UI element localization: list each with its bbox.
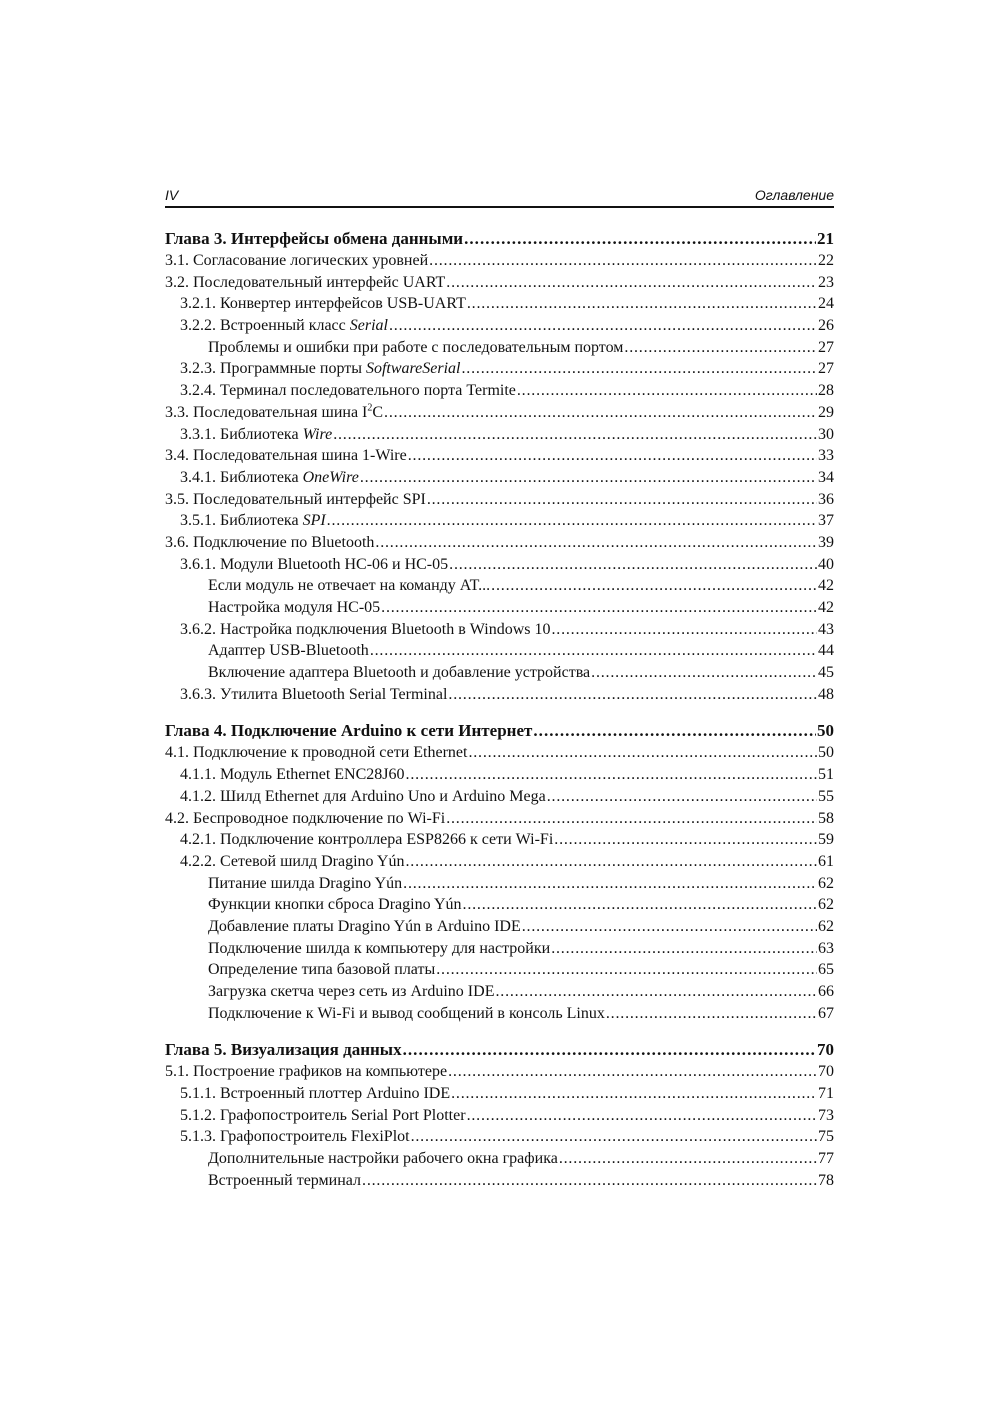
title-text: Определение типа базовой платы [208,961,436,979]
toc-entry-title [208,575,490,597]
toc-entry[interactable] [165,1061,834,1083]
toc-page-number: 67 [818,1004,834,1022]
toc-entry-title [165,532,374,554]
toc-entry-title [208,959,435,981]
toc-page-number: 28 [818,382,834,400]
toc-entry-title [180,380,516,402]
toc-entry[interactable] [165,272,834,294]
title-text: 3.4. Последовательная шина 1-Wire [165,447,407,465]
toc-page-number: 62 [818,874,834,892]
toc-page-number: 75 [818,1128,834,1146]
toc-entry[interactable] [165,981,834,1003]
title-text: Загрузка скетча через сеть из Arduino IDE [208,983,495,1000]
toc-entry[interactable] [165,619,834,641]
dot-leader [462,358,818,380]
toc-entry[interactable] [165,851,834,873]
title-text: 3.6.3. Утилита Bluetooth Serial Terminal [180,685,448,703]
toc-entry[interactable] [165,510,834,532]
italic-text: SoftwareSerial [365,360,461,378]
toc-page-number: 36 [818,490,834,508]
dot-leader [360,467,817,489]
toc-entry[interactable] [165,597,834,619]
toc-entry-title [208,873,402,895]
italic-text: Serial [349,317,388,335]
title-text: Дополнительные настройки рабочего окна графика [208,1150,558,1168]
title-text: Глава 5. Визуализация данных [165,1040,402,1060]
toc-entry[interactable] [165,358,834,380]
dot-leader [464,228,816,250]
title-text: Функции кнопки сброса Dragino Yún [208,896,462,914]
toc-entry[interactable] [165,489,834,511]
toc-entry-title [180,358,461,380]
toc-page-number: 50 [817,721,834,741]
toc-entry-title [208,1003,605,1025]
toc-entry[interactable] [165,640,834,662]
toc-page-number: 43 [818,620,834,638]
italic-text: SPI [302,512,326,530]
toc-entry-title [180,467,359,489]
dot-leader [467,1105,817,1127]
toc-entry-title [165,1039,402,1061]
title-text: 3.3.1. Библиотека [180,425,303,443]
toc-entry-title [165,445,407,467]
toc-page-number: 58 [818,809,834,827]
toc-page-number: 42 [818,577,834,595]
toc-page-number: 50 [818,744,834,762]
toc-entry-title [180,424,332,446]
toc-page-number: 44 [818,642,834,660]
toc-entry-title [165,489,426,511]
title-text: 4.2.1. Подключение контроллера ESP8266 к сети Wi-Fi [180,831,554,849]
dot-leader [533,720,816,742]
title-text: 3.5. Последовательный интерфейс SPI [165,490,426,508]
dot-leader [522,916,817,938]
table-of-contents [165,228,834,1192]
toc-entry-title [180,1083,450,1105]
title-text: 4.1. Подключение к проводной сети Ethernet [165,744,468,762]
title-text: 3.2.4. Терминал последовательного порта Termite [180,382,516,400]
toc-entry[interactable] [165,764,834,786]
toc-page-number: 34 [818,468,834,486]
toc-entry-title [165,808,445,830]
title-text: C [372,403,384,421]
title-text: 3.3. Последовательная шина I [165,403,368,421]
title-text: Адаптер USB-Bluetooth [208,642,369,660]
toc-entry[interactable] [165,445,834,467]
toc-entry[interactable] [165,938,834,960]
title-text: 3.4.1. Библиотека [180,468,303,486]
toc-entry[interactable] [165,684,834,706]
toc-entry[interactable] [165,402,834,424]
toc-page-number: 65 [818,961,834,979]
toc-entry-title [165,250,428,272]
title-text: 5.1. Построение графиков на компьютере [165,1063,448,1081]
toc-page-number: 23 [818,273,834,291]
toc-page-number: 21 [817,229,834,248]
toc-entry[interactable] [165,1083,834,1105]
title-text: Питание шилда Dragino Yún [208,874,403,892]
page-number: IV [165,187,179,203]
toc-page-number: 61 [818,852,834,870]
toc-page-number: 66 [818,983,834,1000]
toc-entry[interactable] [165,337,834,359]
title-text: 3.6.2. Настройка подключения Bluetooth в Windows 10 [180,620,551,638]
toc-page-number: 27 [818,338,834,356]
dot-leader [551,619,817,641]
dot-leader [624,337,817,359]
dot-leader [405,851,817,873]
dot-leader [467,293,817,315]
dot-leader [554,829,817,851]
toc-entry[interactable] [165,1126,834,1148]
toc-entry[interactable] [165,315,834,337]
toc-entry-title [208,894,462,916]
toc-entry[interactable] [165,873,834,895]
dot-leader [370,640,817,662]
dot-leader [362,1170,817,1192]
toc-page-number: 63 [818,939,834,957]
dot-leader [551,938,817,960]
dot-leader [375,532,817,554]
toc-entry-title [180,315,388,337]
toc-entry-title [208,662,590,684]
toc-page-number: 78 [818,1171,834,1189]
toc-entry[interactable] [165,424,834,446]
toc-page-number: 26 [818,317,834,335]
toc-page-number: 55 [818,787,834,805]
toc-entry[interactable] [165,916,834,938]
toc-entry-title [165,1061,447,1083]
title-text: Если модуль не отвечает на команду AT... [208,577,491,595]
title-text: 4.1.2. Шилд Ethernet для Arduino Uno и Arduino Mega [180,787,546,805]
dot-leader [448,684,817,706]
toc-page-number: 30 [818,425,834,443]
toc-entry-title [208,938,550,960]
title-text: Подключение шилда к компьютеру для настройки [208,939,551,957]
dot-leader [436,959,817,981]
dot-leader [491,575,817,597]
toc-entry-title [208,1148,558,1170]
toc-entry[interactable] [165,554,834,576]
title-text: Настройка модуля HC-05 [208,599,381,616]
dot-leader [468,742,817,764]
toc-entry[interactable] [165,829,834,851]
title-text: 3.2.3. Программные порты [180,360,366,378]
title-text: 4.1.1. Модуль Ethernet ENC28J60 [180,766,405,784]
toc-entry[interactable] [165,1170,834,1192]
toc-page-number: 29 [818,403,834,421]
section-title: Оглавление [754,187,834,203]
toc-entry[interactable] [165,786,834,808]
toc-page-number: 70 [818,1063,834,1081]
toc-page-number: 62 [818,896,834,914]
toc-entry[interactable] [165,293,834,315]
toc-entry[interactable] [165,250,834,272]
toc-entry-title [208,640,369,662]
title-text: Включение адаптера Bluetooth и добавление устройства [208,664,591,682]
toc-entry-title [208,597,380,619]
toc-page-number: 51 [818,766,834,784]
toc-page-number: 24 [818,295,834,313]
title-text: Добавление платы Dragino Yún в Arduino IDE [208,917,521,935]
title-text: Встроенный терминал [208,1171,362,1189]
toc-page-number: 45 [818,664,834,682]
title-text: Глава 4. Подключение Arduino к сети Интернет [165,721,533,741]
toc-entry-title [180,1126,410,1148]
toc-entry-title [180,1105,466,1127]
title-text: Подключение к Wi-Fi и вывод сообщений в консоль Linux [208,1004,605,1022]
dot-leader [463,894,817,916]
toc-entry-title [208,1170,361,1192]
toc-entry-title [180,786,546,808]
toc-entry[interactable] [165,1105,834,1127]
title-text: 4.2. Беспроводное подключение по Wi-Fi [165,809,446,827]
toc-entry-title [180,684,447,706]
dot-leader [327,510,817,532]
toc-entry[interactable] [165,467,834,489]
dot-leader [427,489,817,511]
toc-entry-title [208,337,623,359]
title-text: 3.2.2. Встроенный класс [180,317,350,335]
toc-entry-title [180,554,448,576]
running-header [165,186,834,206]
title-text: 5.1.2. Графопостроитель Serial Port Plotter [180,1106,466,1124]
toc-entry-title [180,829,553,851]
dot-leader [333,424,817,446]
dot-leader [429,250,817,272]
toc-page-number: 48 [818,685,834,703]
toc-entry[interactable] [165,662,834,684]
toc-page-number: 33 [818,447,834,465]
title-text: 3.6.1. Модули Bluetooth HC-06 и HC-05 [180,555,449,573]
toc-page-number: 70 [817,1040,834,1060]
toc-page-number: 40 [818,555,834,573]
toc-page-number: 77 [818,1150,834,1168]
title-text: 5.1.3. Графопостроитель FlexiPlot [180,1128,410,1146]
toc-entry[interactable] [165,1003,834,1025]
dot-leader [403,1039,816,1061]
toc-chapter[interactable] [165,228,834,250]
dot-leader [449,554,817,576]
title-text: Проблемы и ошибки при работе с последовательным портом [208,338,624,356]
title-text: 4.2.2. Сетевой шилд Dragino Yún [180,852,405,870]
title-text: 5.1.1. Встроенный плоттер Arduino IDE [180,1085,451,1103]
title-text: 3.2. Последовательный интерфейс UART [165,273,446,291]
dot-leader [495,981,817,1003]
toc-entry-title [180,293,466,315]
dot-leader [406,764,817,786]
title-text: 3.2.1. Конвертер интерфейсов USB-UART [180,295,466,313]
toc-entry-title [208,916,521,938]
title-text: 3.5.1. Библиотека [180,512,303,530]
toc-page-number: 27 [818,360,834,378]
dot-leader [408,445,817,467]
toc-entry-title [180,619,550,641]
toc-entry[interactable] [165,894,834,916]
toc-chapter[interactable] [165,720,834,742]
toc-entry-title [165,402,383,424]
title-text: 3.6. Подключение по Bluetooth [165,533,375,551]
toc-entry-title [208,981,494,1003]
toc-page-number: 22 [818,252,834,269]
title-text: 3.1. Согласование логических уровней [165,252,429,269]
toc-page-number: 37 [818,512,834,530]
toc-entry-title [180,510,326,532]
italic-text: OneWire [302,468,359,486]
toc-page-number: 59 [818,831,834,849]
toc-entry-title [165,720,532,742]
toc-entry-title [165,742,467,764]
toc-entry[interactable] [165,808,834,830]
dot-leader [559,1148,817,1170]
toc-entry[interactable] [165,575,834,597]
dot-leader [591,662,817,684]
dot-leader [446,808,817,830]
toc-entry-title [165,272,445,294]
title-text: Глава 3. Интерфейсы обмена данными [165,229,464,248]
header-rule [165,206,834,208]
dot-leader [381,597,817,619]
toc-entry[interactable] [165,742,834,764]
toc-entry-title [180,851,404,873]
dot-leader [547,786,817,808]
dot-leader [448,1061,817,1083]
dot-leader [446,272,817,294]
dot-leader [606,1003,817,1025]
italic-text: Wire [302,425,333,443]
dot-leader [389,315,817,337]
toc-page-number: 39 [818,533,834,551]
dot-leader [451,1083,817,1105]
superscript: 2 [367,402,373,414]
toc-entry[interactable] [165,959,834,981]
toc-page-number: 71 [818,1085,834,1103]
dot-leader [384,402,817,424]
toc-entry[interactable] [165,380,834,402]
toc-entry[interactable] [165,532,834,554]
toc-chapter[interactable] [165,1039,834,1061]
dot-leader [411,1126,817,1148]
toc-entry-title [180,764,405,786]
toc-page-number: 62 [818,917,834,935]
toc-page-number: 73 [818,1106,834,1124]
toc-page-number: 42 [818,599,834,616]
dot-leader [517,380,817,402]
toc-entry[interactable] [165,1148,834,1170]
dot-leader [403,873,817,895]
toc-entry-title [165,228,463,250]
